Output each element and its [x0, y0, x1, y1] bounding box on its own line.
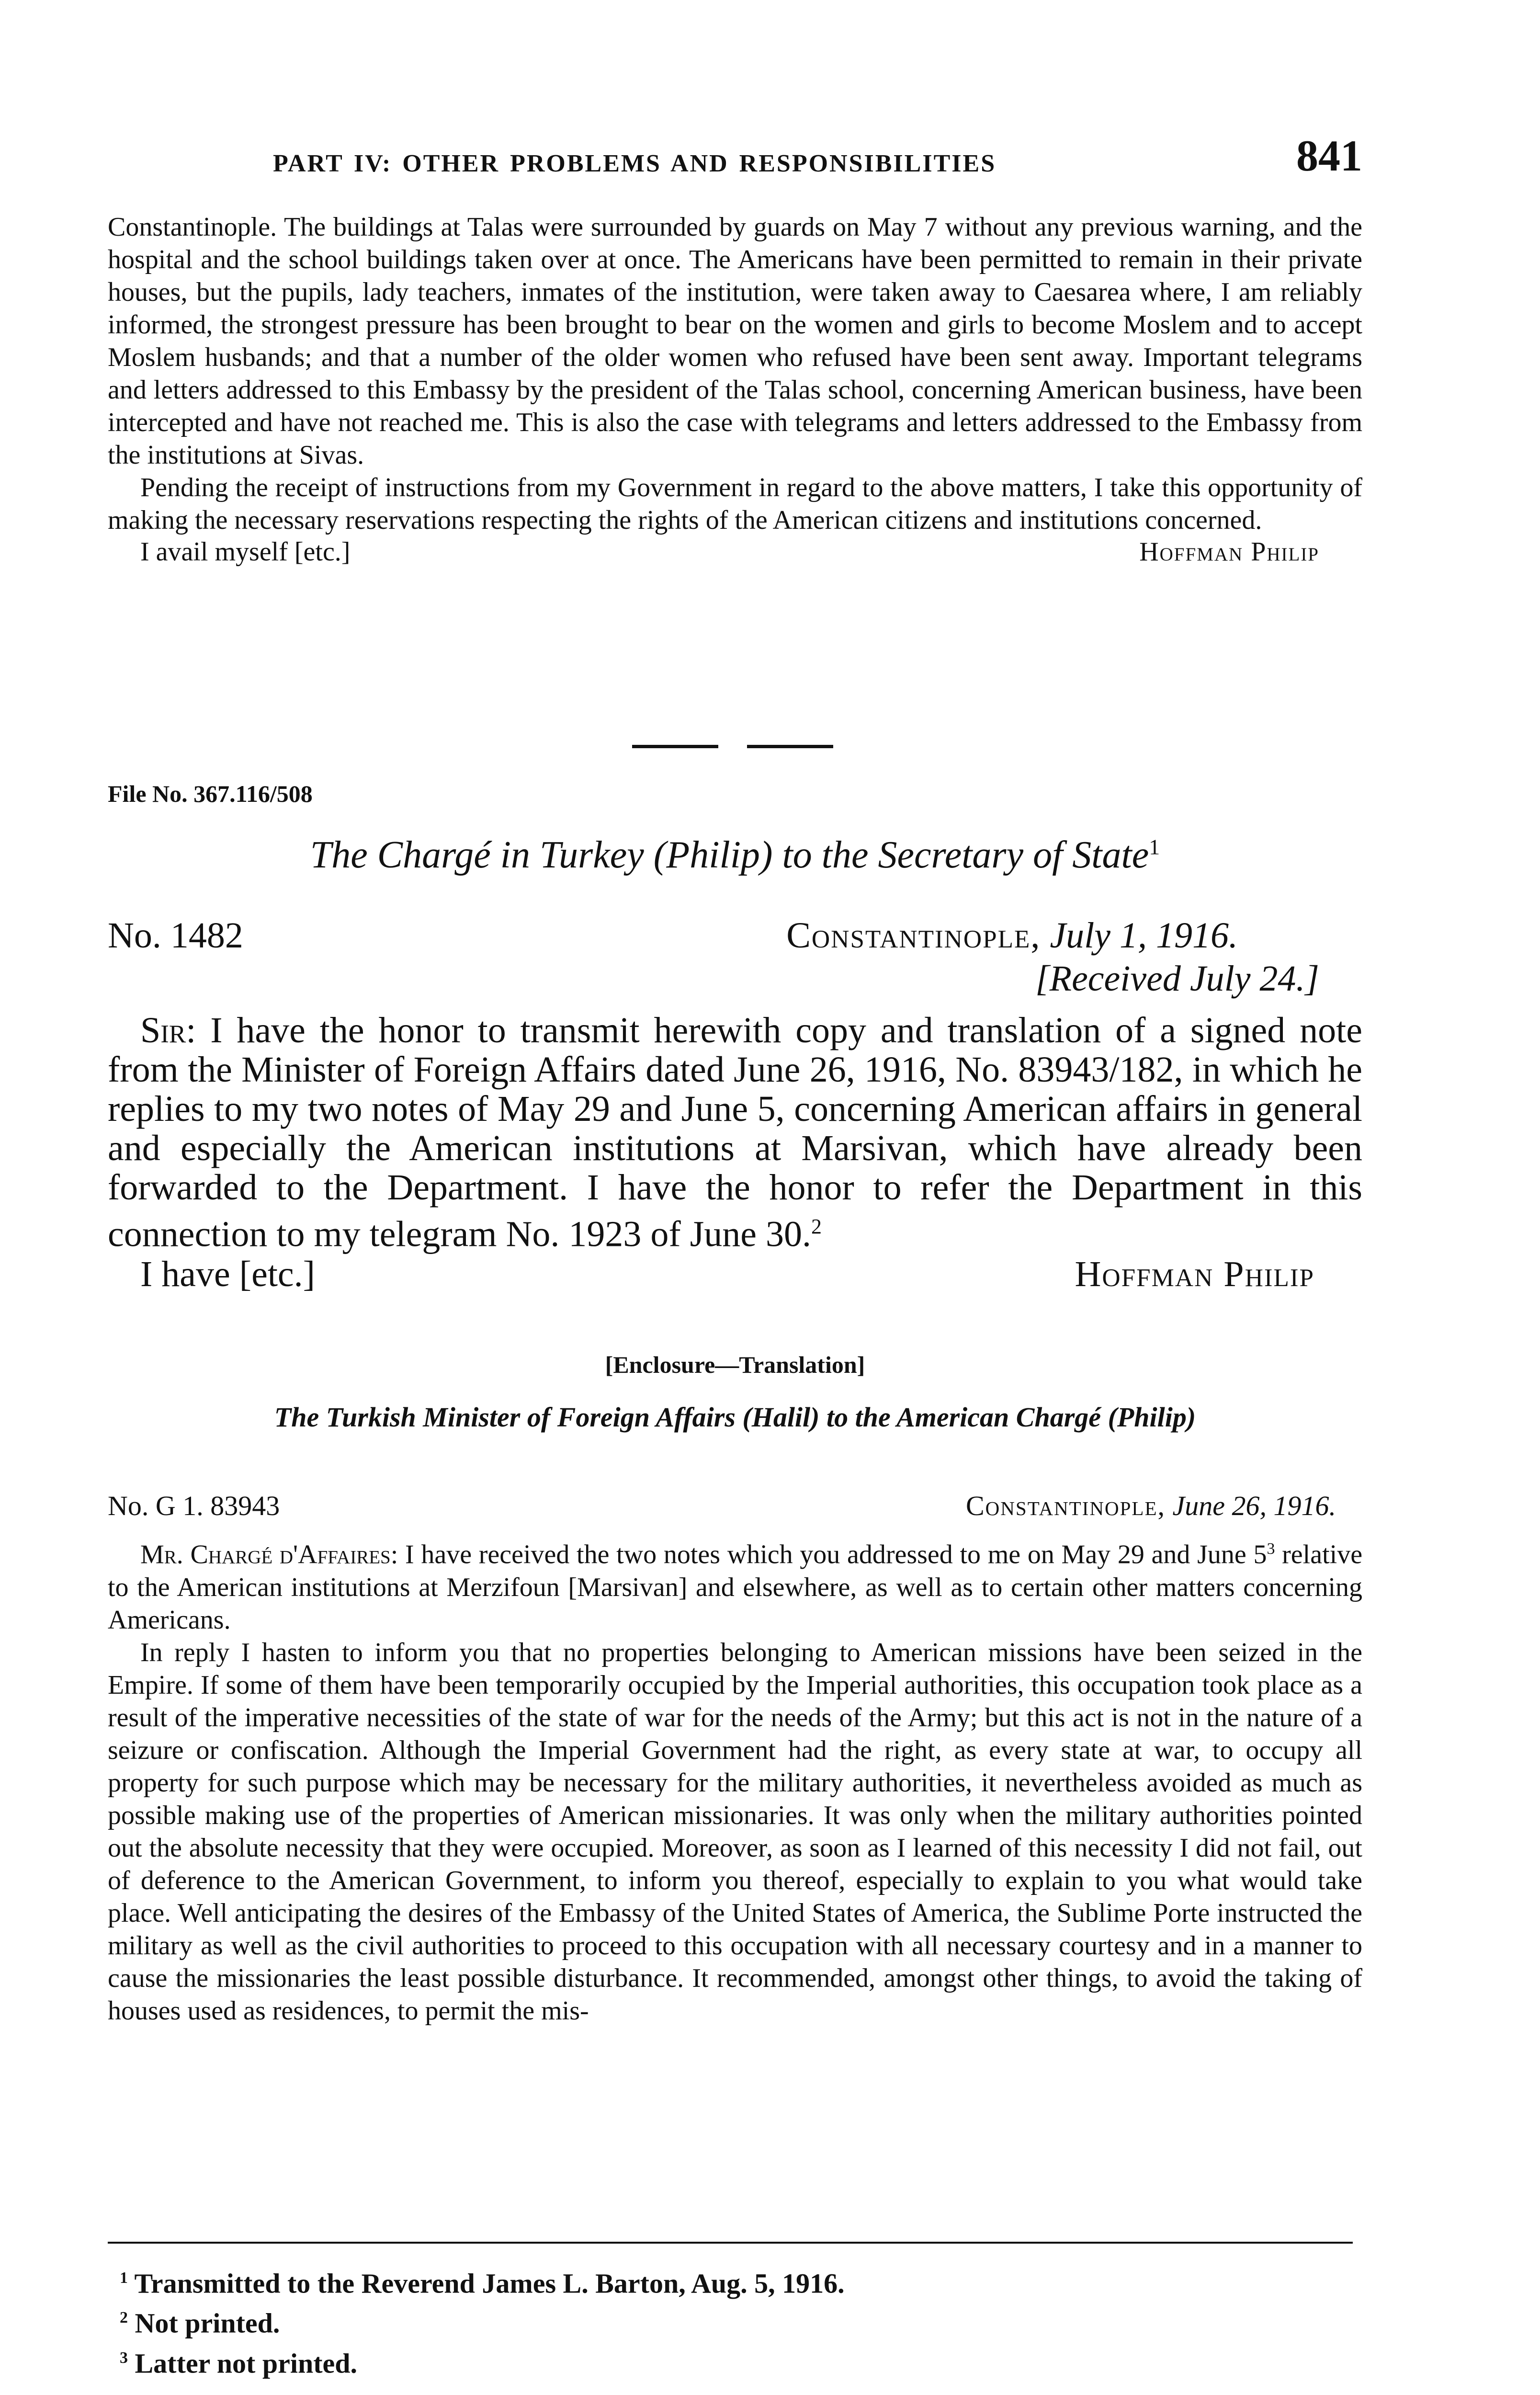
document-closing: I have [etc.] [140, 1254, 315, 1295]
enclosure-title: The Turkish Minister of Foreign Affairs (Halil) to the American Chargé (Philip) [274, 1402, 1196, 1433]
page-number: 841 [1296, 131, 1362, 180]
document-signature: Hoffman Philip [1075, 1254, 1314, 1295]
document-body [108, 1011, 1362, 1297]
page-header [108, 130, 1362, 193]
document-place-date [786, 915, 1238, 957]
title-footnote-ref: 1 [1149, 834, 1160, 859]
footnote-rule [108, 2242, 1353, 2244]
received-date: [Received July 24.] [1035, 958, 1319, 999]
enclosure-paragraph-1-b: relative to the American institutions at Merzifoun [Marsivan] and elsewhere, as well as to certain other matters concerning Americans. [108, 1540, 1363, 1635]
section-divider [632, 745, 833, 749]
document-signature-line [108, 1254, 1362, 1297]
enclosure-paragraph-1 [108, 1533, 1362, 1636]
footnotes [120, 2261, 845, 2381]
continued-paragraph-2: Pending the receipt of instructions from my Government in regard to the above matters, I take this opportunity of making the necessary reservations respecting the rights of the American citizens and institutions concerned. [108, 473, 1362, 535]
document-title [108, 833, 1362, 877]
salutation: Sir: [140, 1010, 196, 1050]
footnote: $^1$ Transmitted to the Reverend James L. Barton, Aug. 5, 1916. [120, 2268, 845, 2299]
running-head: PART IV: OTHER PROBLEMS AND RESPONSIBILITIES [273, 150, 996, 177]
enclosure-label: [Enclosure—Translation] [605, 1351, 865, 1378]
document-place: Constantinople, [786, 915, 1041, 956]
document-date: July 1, 1916. [1050, 915, 1238, 956]
file-number: File No. 367.116/508 [108, 780, 313, 807]
enclosure-footnote-ref: 3 [1267, 1540, 1275, 1558]
enclosure-place: Constantinople, [966, 1490, 1166, 1521]
continued-closing: I avail myself [etc.] [140, 537, 351, 567]
enclosure-paragraph-1-a: I have received the two notes which you addressed to me on May 29 and June 5 [405, 1540, 1267, 1570]
footnote: $^2$ Not printed. [120, 2307, 280, 2339]
body-text: I have the honor to transmit herewith copy and translation of a signed note from the Minister of Foreign Affairs dated June 26, 1916, No. 83943/182, in which he replies to my two notes of May 29 and June 5, concerning American affairs in general and especially the American institutions at Marsivan, which have already been forwarded to the Department. I have the honor to refer the Department in this connection to my telegram No. 1923 of June 30. [108, 1010, 1362, 1255]
continued-signature-line [108, 536, 1362, 571]
enclosure-date: June 26, 1916. [1172, 1490, 1336, 1521]
continued-paragraph-1: Constantinople. The buildings at Talas were surrounded by guards on May 7 without any previous warning, and the hospital and the school buildings taken over at once. The Americans have been permitted to remain in their private houses, but the pupils, lady teachers, inmates of the institution, were taken away to Caesarea where, I am reliably informed, the strongest pressure has been brought to bear on the women and girls to become Moslem and to accept Moslem husbands; and that a number of the older women who refused have been sent away. Important telegrams and letters addressed to this Embassy by the president of the Talas school, concerning American business, have been intercepted and have not reached me. This is also the case with telegrams and letters addressed to the Embassy from the institutions at Sivas. [108, 212, 1362, 470]
enclosure-number: No. G 1. 83943 [108, 1490, 280, 1521]
continued-letter [108, 211, 1362, 571]
enclosure-paragraph-2: In reply I hasten to inform you that no properties belonging to American missions have been seized in the Empire. If some of them have been temporarily occupied by the Imperial authorities, this occupation took place as a result of the imperative necessities of the state of war for the needs of the Army; but this act is not in the nature of a seizure or confiscation. Although the Imperial Government had the right, as every state at war, to occupy all property for such purpose which may be necessary for the military authorities, it nevertheless avoided as much as possible making use of the properties of American missionaries. It was only when the military authorities pointed out the absolute necessity that they were occupied. Moreover, as soon as I learned of this necessity I did not fail, out of deference to the American Government, to inform you thereof, especially to explain to you what would take place. Well anticipating the desires of the Embassy of the United States of America, the Sublime Porte instructed the military as well as the civil authorities to proceed to this occupation with all necessary courtesy and in a manner to cause the missionaries the least possible disturbance. It recommended, amongst other things, to avoid the taking of houses used as residences, to permit the mis- [108, 1637, 1362, 2026]
document-title-text: The Chargé in Turkey (Philip) to the Secretary of State [310, 834, 1149, 876]
footnote: $^3$ Latter not printed. [120, 2347, 358, 2379]
enclosure-place-date [966, 1490, 1336, 1522]
enclosure-salutation: Mr. Chargé d'Affaires: [140, 1540, 398, 1570]
document-number: No. 1482 [108, 915, 243, 956]
document-body-paragraph [108, 1011, 1362, 1254]
enclosure-body [108, 1533, 1362, 2027]
continued-signature: Hoffman Philip [1139, 537, 1319, 567]
body-footnote-ref: 2 [811, 1215, 822, 1238]
